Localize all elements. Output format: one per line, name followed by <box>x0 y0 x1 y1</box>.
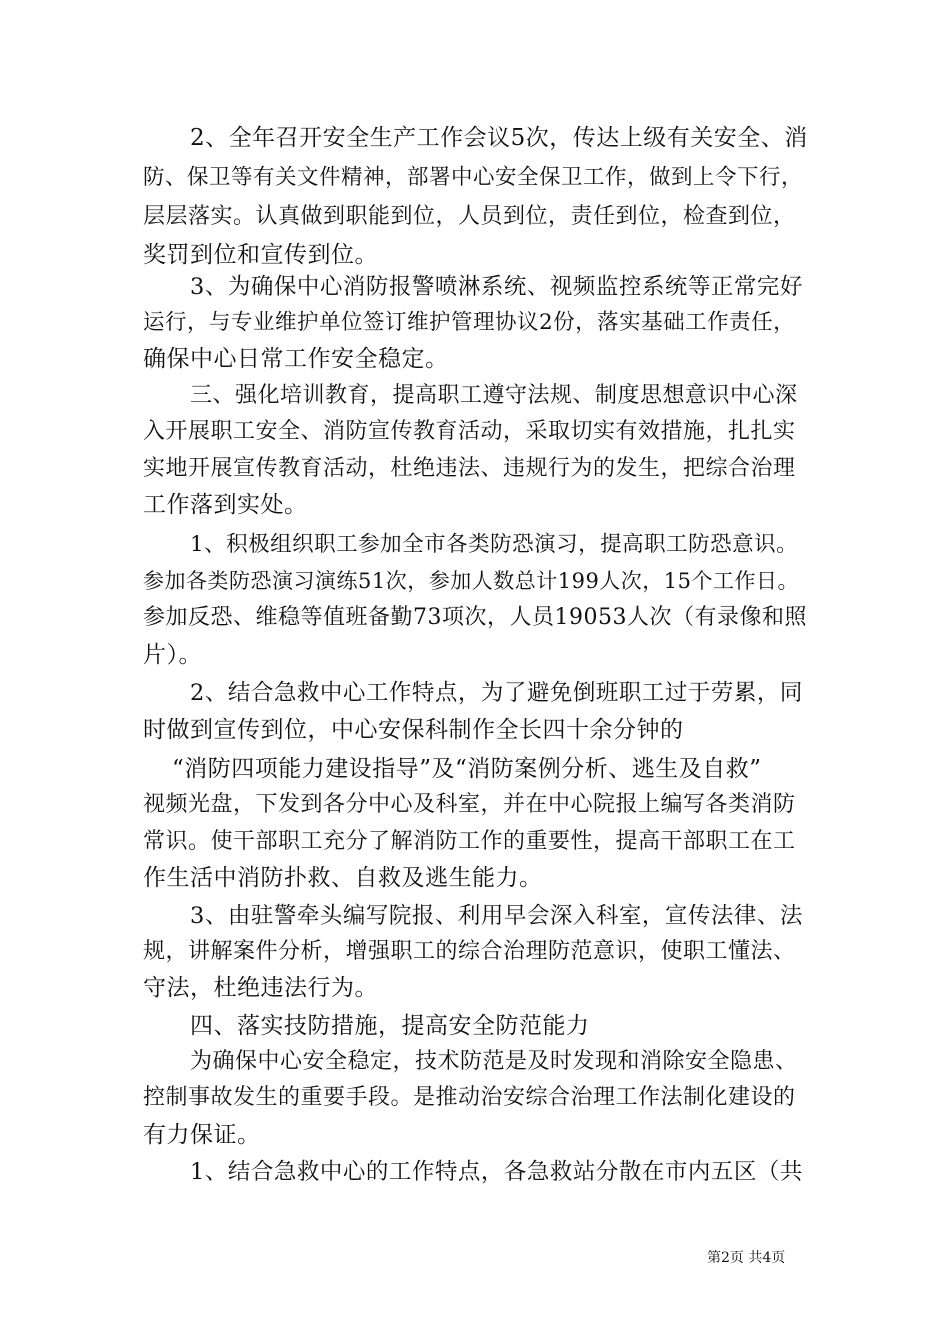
text-line: 四、落实技防措施，提高安全防范能力 <box>190 1013 590 1039</box>
text-line: 层层落实。认真做到职能到位，人员到位，责任到位，检查到位， <box>143 204 796 229</box>
text-line: 1、结合急救中心的工作特点，各急救站分散在市内五区（共 <box>190 1159 803 1185</box>
text-line: 守法，杜绝违法行为。 <box>143 975 378 1001</box>
text-line: “消防四项能力建设指导”及“消防案例分析、逃生及自救” <box>172 756 762 782</box>
text-line: 控制事故发生的重要手段。是推动治安综合治理工作法制化建设的 <box>143 1085 796 1110</box>
text-line: 片）。 <box>143 642 202 668</box>
text-line: 时做到宣传到位，中心安保科制作全长四十余分钟的 <box>143 717 684 743</box>
text-line: 2、全年召开安全生产工作会议5次，传达上级有关安全、消 <box>190 125 808 151</box>
text-line: 防、保卫等有关文件精神，部署中心安全保卫工作，做到上令下行， <box>143 165 804 190</box>
text-line: 参加各类防恐演习演练51次，参加人数总计199人次，15个工作日。 <box>143 569 800 593</box>
text-line: 作生活中消防扑救、自救及逃生能力。 <box>143 865 543 891</box>
text-line: 规，讲解案件分析，增强职工的综合治理防范意识，使职工懂法、 <box>143 939 796 964</box>
text-line: 3、为确保中心消防报警喷淋系统、视频监控系统等正常完好 <box>190 274 803 300</box>
text-line: 奖罚到位和宣传到位。 <box>143 242 378 268</box>
text-line: 工作落到实处。 <box>143 492 308 518</box>
text-line: 参加反恐、维稳等值班备勤73项次，人员19053人次（有录像和照 <box>143 605 807 630</box>
text-line: 确保中心日常工作安全稳定。 <box>143 346 449 372</box>
text-line: 有力保证。 <box>143 1122 261 1148</box>
text-line: 3、由驻警牵头编写院报、利用早会深入科室，宣传法律、法 <box>190 903 803 929</box>
text-line: 三、强化培训教育，提高职工遵守法规、制度思想意识中心深 <box>190 383 798 408</box>
text-line: 运行，与专业维护单位签订维护管理协议2份，落实基础工作责任， <box>143 310 796 335</box>
text-line: 入开展职工安全、消防宣传教育活动，采取切实有效措施，扎扎实 <box>143 419 796 444</box>
text-line: 1、积极组织职工参加全市各类防恐演习，提高职工防恐意识。 <box>190 532 799 557</box>
text-line: 实地开展宣传教育活动，杜绝违法、违规行为的发生，把综合治理 <box>143 456 796 481</box>
page-number-footer: 第2页 共4页 <box>707 1250 786 1266</box>
text-line: 常识。使干部职工充分了解消防工作的重要性，提高干部职工在工 <box>143 829 796 854</box>
text-line: 视频光盘，下发到各分中心及科室，并在中心院报上编写各类消防 <box>143 792 796 817</box>
text-line: 2、结合急救中心工作特点，为了避免倒班职工过于劳累，同 <box>190 680 803 706</box>
text-line: 为确保中心安全稳定，技术防范是及时发现和消除安全隐患、 <box>190 1049 798 1074</box>
